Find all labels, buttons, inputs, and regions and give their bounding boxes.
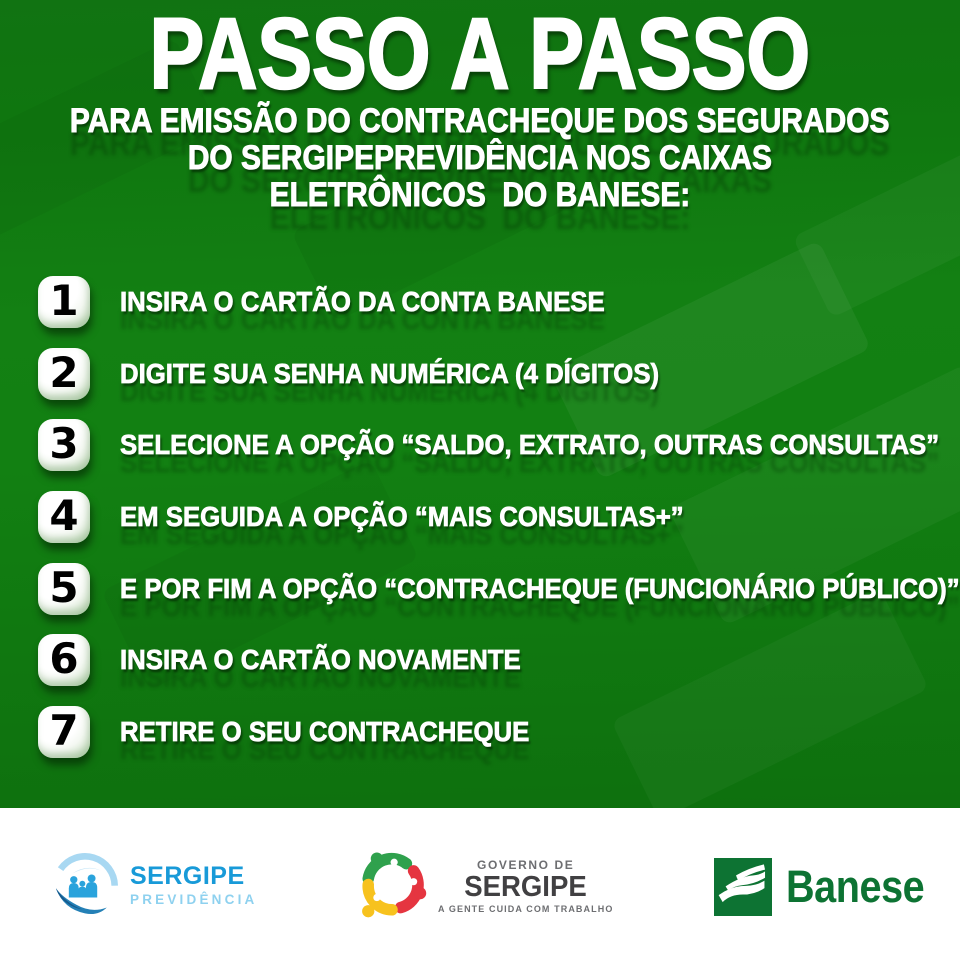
footer-logos — [0, 808, 960, 960]
step-text: INSIRA O CARTÃO DA CONTA BANESE — [120, 286, 605, 317]
step-row-4 — [38, 491, 733, 543]
step-number-badge — [38, 491, 90, 543]
tagline-label: A GENTE CUIDA COM TRABALHO — [438, 904, 614, 915]
page-title: PASSO A PASSO — [149, 0, 811, 110]
step-number-badge — [38, 348, 90, 400]
step-row-2 — [38, 348, 706, 400]
step-text-wrap — [120, 429, 960, 461]
subtitle-line — [0, 177, 960, 214]
step-number-badge — [38, 563, 90, 615]
governo-sergipe-wordmark — [438, 858, 613, 915]
step-text-wrap — [120, 644, 556, 676]
step-text: INSIRA O CARTÃO NOVAMENTE — [120, 644, 521, 675]
subtitle-line-3: ELETRÔNICOS DO BANESE: — [269, 176, 691, 214]
subtitle-line-2: DO SERGIPEPREVIDÊNCIA NOS CAIXAS — [187, 139, 773, 177]
step-number-badge — [38, 276, 90, 328]
step-row-6 — [38, 634, 556, 686]
step-row-5 — [38, 563, 960, 615]
step-row-1 — [38, 276, 647, 328]
steps-list — [38, 276, 960, 766]
step-number-badge — [38, 419, 90, 471]
step-number: 2 — [49, 348, 79, 397]
step-text: EM SEGUIDA A OPÇÃO “MAIS CONSULTAS+” — [120, 501, 684, 532]
step-text-wrap — [120, 286, 647, 318]
logo-sergipe-previdencia — [52, 852, 257, 918]
subtitle — [0, 103, 960, 214]
step-text: DIGITE SUA SENHA NUMÉRICA (4 DÍGITOS) — [120, 358, 660, 389]
step-number: 4 — [49, 491, 79, 540]
step-number: 7 — [49, 706, 79, 755]
sergipe-label: SERGIPE — [464, 870, 587, 903]
banese-label: Banese — [786, 861, 925, 912]
previdencia-label: PREVIDÊNCIA — [130, 891, 258, 907]
sergipe-previdencia-wordmark — [130, 863, 257, 906]
step-number: 5 — [49, 563, 79, 612]
step-number: 1 — [49, 276, 79, 325]
step-text-wrap — [120, 716, 565, 748]
tricolor-swirl-people-icon — [356, 850, 428, 922]
logo-governo-sergipe — [356, 850, 613, 922]
subtitle-line-1: PARA EMISSÃO DO CONTRACHEQUE DOS SEGURADOS — [70, 102, 890, 140]
green-flag-square-icon — [714, 858, 772, 916]
step-row-3 — [38, 419, 960, 471]
step-number-badge — [38, 706, 90, 758]
step-text: SELECIONE A OPÇÃO “SALDO, EXTRATO, OUTRAS CONSULTAS” — [120, 429, 940, 460]
people-in-circle-icon — [52, 852, 118, 918]
logo-banese — [714, 858, 943, 916]
step-row-7 — [38, 706, 565, 758]
title-wrap — [0, 0, 960, 110]
governo-de-label: GOVERNO DE — [477, 857, 575, 872]
step-text: E POR FIM A OPÇÃO “CONTRACHEQUE (FUNCIONÁRIO PÚBLICO)” — [120, 573, 960, 604]
step-text: RETIRE O SEU CONTRACHEQUE — [120, 716, 530, 747]
subtitle-line — [0, 140, 960, 177]
step-number: 6 — [49, 634, 79, 683]
step-text-wrap — [120, 573, 960, 605]
step-text-wrap — [120, 501, 733, 533]
step-number: 3 — [49, 419, 79, 468]
sergipe-label: SERGIPE — [130, 862, 245, 891]
step-text-wrap — [120, 358, 706, 390]
subtitle-line — [0, 103, 960, 140]
step-number-badge — [38, 634, 90, 686]
